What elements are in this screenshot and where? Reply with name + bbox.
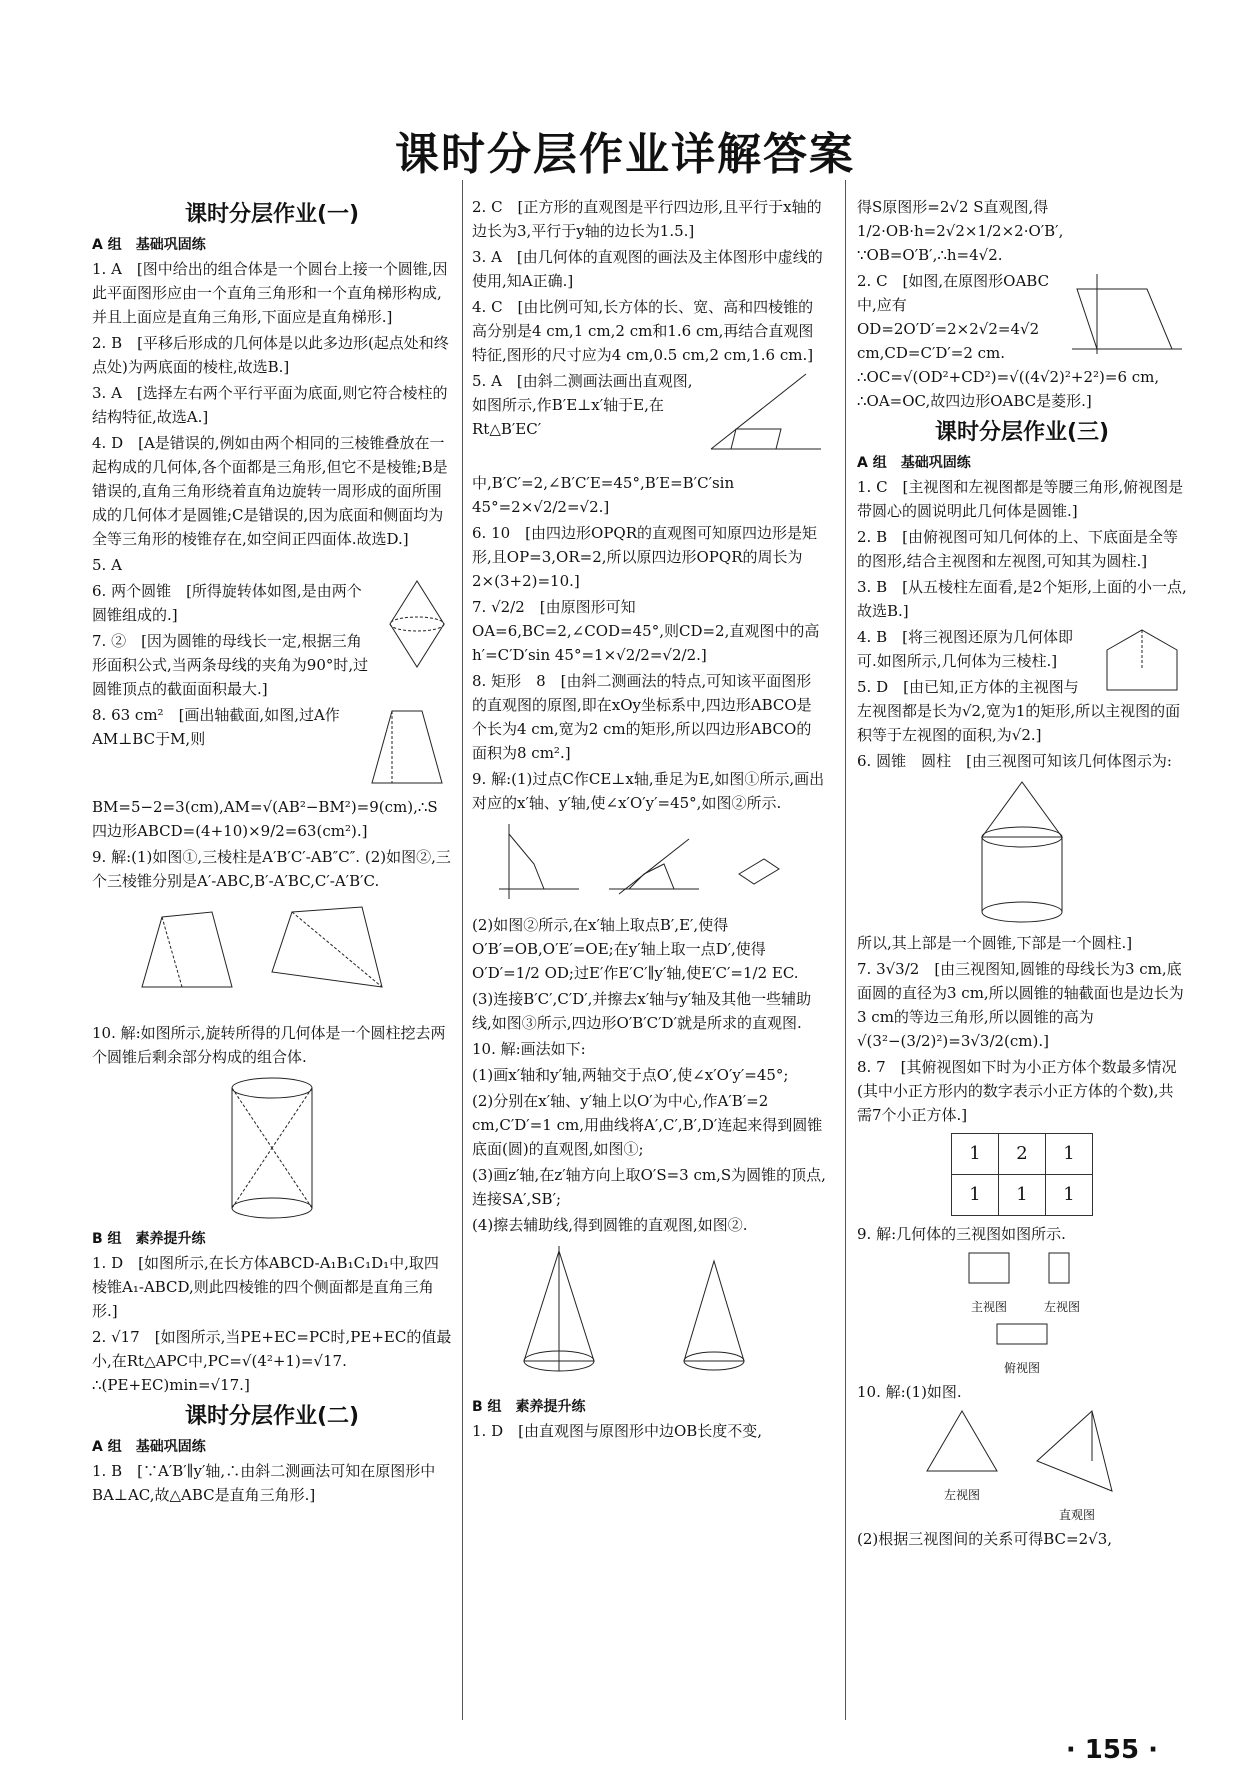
group-heading: B 组 素养提升练 bbox=[92, 1231, 206, 1247]
answer-item: 6. 两个圆锥 [所得旋转体如图,是由两个圆锥组成的.] bbox=[92, 582, 362, 624]
answer-item: (1)画x′轴和y′轴,两轴交于点O′,使∠x′O′y′=45°; bbox=[472, 1066, 789, 1084]
group-heading: A 组 基础巩固练 bbox=[92, 237, 206, 253]
answer-item: 3. B [从五棱柱左面看,是2个矩形,上面的小一点,故选B.] bbox=[857, 578, 1187, 620]
section-heading: 课时分层作业(一) bbox=[184, 202, 360, 227]
group-heading: A 组 基础巩固练 bbox=[857, 455, 971, 471]
answer-item: 3. A [由几何体的直观图的画法及主体图形中虚线的使用,知A正确.] bbox=[472, 248, 823, 290]
top-view-grid bbox=[951, 1133, 1093, 1216]
answer-item: 2. B [平移后形成的几何体是以此多边形(起点处和终点处)为两底面的棱柱,故选B.] bbox=[92, 334, 449, 376]
answer-item: (2)分别在x′轴、y′轴上以O′为中心,作A′B′=2 cm,C′D′=1 cm,用曲线将A′,C′,B′,D′连起来得到圆锥底面(圆)的直观图,如图①; bbox=[472, 1092, 823, 1158]
answer-item: 5. A bbox=[92, 556, 122, 574]
left-view-label: 左视图 bbox=[1043, 1300, 1080, 1314]
cone-cylinder-figure bbox=[962, 777, 1082, 927]
answer-item: 9. 解:(1)过点C作CE⊥x轴,垂足为E,如图①所示,画出对应的x′轴、y′轴,使∠x′O′y′=45°,如图②所示. bbox=[472, 770, 825, 812]
answer-item: (2)如图②所示,在x′轴上取点B′,E′,使得O′B′=OB,O′E′=OE;在y′轴上取一点D′,使得O′D′=1/2 OD;过E′作E′C′∥y′轴,使E′C′=1/2 EC. bbox=[472, 916, 799, 982]
answer-item: 10. 解:(1)如图. bbox=[857, 1383, 962, 1401]
three-step-figures bbox=[489, 819, 809, 909]
answer-item: 1. A [图中给出的组合体是一个圆台上接一个圆锥,因此平面图形应由一个直角三角形和一个直角梯形构成,并且上面应是直角三角形,下面应是直角梯形.] bbox=[92, 260, 448, 326]
top-view bbox=[857, 1319, 1187, 1380]
answer-item: 3. A [选择左右两个平行平面为底面,则它符合棱柱的结构特征,故选A.] bbox=[92, 384, 448, 426]
direct-view-label: 直观图 bbox=[1058, 1508, 1095, 1522]
answer-item: 8. 矩形 8 [由斜二测画法的特点,可知该平面图形的直观图的原图,即在xOy坐标系中,四边形ABCO是个长为4 cm,宽为2 cm的矩形,所以四边形ABCO的面积为8 cm².] bbox=[472, 672, 812, 762]
grid-cell: 1 bbox=[1046, 1175, 1093, 1216]
oblique-axis-figure bbox=[706, 369, 826, 469]
answer-item: 所以,其上部是一个圆锥,下部是一个圆柱.] bbox=[857, 934, 1133, 952]
rhombus-figure bbox=[1067, 269, 1187, 359]
cone-figures bbox=[499, 1241, 799, 1391]
trapezoid-figure bbox=[362, 703, 452, 793]
answer-item: (3)连接B′C′,C′D′,并擦去x′轴与y′轴及其他一些辅助线,如图③所示,四边形O′B′C′D′就是所求的直观图. bbox=[472, 990, 812, 1032]
double-cone-figure bbox=[382, 579, 452, 669]
answer-item: 7. ② [因为圆锥的母线长一定,根据三角形面积公式,当两条母线的夹角为90°时,过圆锥顶点的截面面积最大.] bbox=[92, 632, 369, 698]
page-number: · 155 · bbox=[1065, 1735, 1158, 1765]
answer-item: 得S原图形=2√2 S直观图,得1/2·OB·h=2√2×1/2×2·O′B′, ∵OB=O′B′,∴h=4√2. bbox=[857, 198, 1064, 264]
front-view-label: 主视图 bbox=[970, 1300, 1007, 1314]
column-divider bbox=[462, 180, 463, 1720]
section-heading: 课时分层作业(三) bbox=[934, 420, 1110, 445]
answer-item: 1. D [由直观图与原图形中边OB长度不变, bbox=[472, 1422, 763, 1440]
top-view-label: 俯视图 bbox=[1003, 1361, 1040, 1375]
direct-view-pyramid bbox=[1032, 1406, 1122, 1496]
grid-cell: 1 bbox=[1046, 1134, 1093, 1175]
prism-figures bbox=[122, 897, 422, 1017]
answer-item: 4. B [将三视图还原为几何体即可.如图所示,几何体为三棱柱.] bbox=[857, 628, 1073, 670]
column-3 bbox=[857, 195, 1187, 1553]
answer-item: 8. 63 cm² [画出轴截面,如图,过A作AM⊥BC于M,则BM=5−2=3(cm),AM=√(AB²−BM²)=9(cm),∴S四边形ABCD=(4+10)×9/2=63(cm²).] bbox=[92, 706, 438, 840]
column-divider bbox=[845, 180, 846, 1720]
left-view-figure bbox=[1044, 1248, 1074, 1288]
answer-item: 4. D [A是错误的,例如由两个相同的三棱锥叠放在一起构成的几何体,各个面都是三角形,但它不是棱锥;B是错误的,直角三角形绕着直角边旋转一周形成的面所围成的几何体才是圆锥;C是错误的,因为底面和侧面均为全等三角形的棱锥存在,如空间正四面体.故选D.] bbox=[92, 434, 448, 548]
pyramid-views bbox=[857, 1406, 1187, 1527]
three-views bbox=[857, 1248, 1187, 1319]
cylinder-figure bbox=[217, 1073, 327, 1223]
answer-item: 10. 解:画法如下: bbox=[472, 1040, 586, 1058]
answer-item: 2. C [如图,在原图形OABC中,应有OD=2O′D′=2×2√2=4√2 cm,CD=C′D′=2 cm. ∴OC=√(OD²+CD²)=√((4√2)²+2²)=6 cm, ∴OA=OC,故四边形OABC是菱形.] bbox=[857, 272, 1160, 410]
answer-item: 2. C [正方形的直观图是平行四边形,且平行于x轴的边长为3,平行于y轴的边长为1.5.] bbox=[472, 198, 822, 240]
page-title: 课时分层作业详解答案 bbox=[395, 129, 855, 180]
answer-item: 7. 3√3/2 [由三视图知,圆锥的母线长为3 cm,底面圆的直径为3 cm,所以圆锥的轴截面也是边长为3 cm的等边三角形,所以圆锥的高为√(3²−(3/2)²)=3√3/2(cm).] bbox=[857, 960, 1184, 1050]
answer-item: (2)根据三视图间的关系可得BC=2√3, bbox=[857, 1530, 1113, 1548]
column-1 bbox=[92, 195, 452, 1509]
answer-item: 1. B [∵A′B′∥y′轴,∴由斜二测画法可知在原图形中BA⊥AC,故△ABC是直角三角形.] bbox=[92, 1462, 436, 1504]
answer-item: 4. C [由比例可知,长方体的长、宽、高和四棱锥的高分别是4 cm,1 cm,2 cm和1.6 cm,再结合直观图特征,图形的尺寸应为4 cm,0.5 cm,2 cm,1.6 cm.] bbox=[472, 298, 814, 364]
answer-item: 5. D [由已知,正方体的主视图与左视图都是长为√2,宽为1的矩形,所以主视图的面积等于左视图的面积,为√2.] bbox=[857, 678, 1181, 744]
grid-cell: 1 bbox=[952, 1134, 999, 1175]
answer-item: 6. 10 [由四边形OPQR的直观图可知原四边形是矩形,且OP=3,OR=2,所以原四边形OPQR的周长为2×(3+2)=10.] bbox=[472, 524, 818, 590]
section-heading: 课时分层作业(二) bbox=[184, 1404, 360, 1429]
answer-item: 9. 解:(1)如图①,三棱柱是A′B′C′-AB″C″. (2)如图②,三个三棱锥分别是A′-ABC,B′-A′BC,C′-A′B′C. bbox=[92, 848, 451, 890]
answer-item: 9. 解:几何体的三视图如图所示. bbox=[857, 1225, 1066, 1243]
answer-item: 2. √17 [如图所示,当PE+EC=PC时,PE+EC的值最小,在Rt△APC中,PC=√(4²+1)=√17. ∴(PE+EC)min=√17.] bbox=[92, 1328, 452, 1394]
grid-cell: 1 bbox=[952, 1175, 999, 1216]
answer-item: 2. B [由俯视图可知几何体的上、下底面是全等的图形,结合主视图和左视图,可知其为圆柱.] bbox=[857, 528, 1178, 570]
group-heading: B 组 素养提升练 bbox=[472, 1399, 586, 1415]
left-view-triangle bbox=[922, 1406, 1002, 1476]
top-view-figure bbox=[992, 1319, 1052, 1349]
triangular-prism-figure bbox=[1097, 625, 1187, 695]
answer-item: 6. 圆锥 圆柱 [由三视图可知该几何体图示为: bbox=[857, 752, 1172, 770]
answer-item: 1. D [如图所示,在长方体ABCD-A₁B₁C₁D₁中,取四棱锥A₁-ABCD,则此四棱锥的四个侧面都是直角三角形.] bbox=[92, 1254, 439, 1320]
answer-item: 7. √2/2 [由原图形可知OA=6,BC=2,∠COD=45°,则CD=2,直观图中的高h′=C′D′sin 45°=1×√2/2=√2/2.] bbox=[472, 598, 820, 664]
answer-item: 10. 解:如图所示,旋转所得的几何体是一个圆柱挖去两个圆锥后剩余部分构成的组合体. bbox=[92, 1024, 446, 1066]
answer-item: (4)擦去辅助线,得到圆锥的直观图,如图②. bbox=[472, 1216, 748, 1234]
answer-item: 5. A [由斜二测画法画出直观图,如图所示,作B′E⊥x′轴于E,在Rt△B′EC′中,B′C′=2,∠B′C′E=45°,B′E=B′C′sin 45°=2×√2/2=√2.] bbox=[472, 372, 735, 516]
grid-cell: 1 bbox=[999, 1175, 1046, 1216]
grid-cell: 2 bbox=[999, 1134, 1046, 1175]
answer-item: 8. 7 [其俯视图如下时为小正方体个数最多情况(其中小正方形内的数字表示小正方体的个数),共需7个小正方体.] bbox=[857, 1058, 1177, 1124]
left-view-label-2: 左视图 bbox=[943, 1488, 980, 1502]
answer-item: 1. C [主视图和左视图都是等腰三角形,俯视图是带圆心的圆说明此几何体是圆锥.] bbox=[857, 478, 1184, 520]
front-view-figure bbox=[964, 1248, 1014, 1288]
answer-item: (3)画z′轴,在z′轴方向上取O′S=3 cm,S为圆锥的顶点,连接SA′,SB′; bbox=[472, 1166, 826, 1208]
column-2 bbox=[472, 195, 826, 1445]
group-heading: A 组 基础巩固练 bbox=[92, 1439, 206, 1455]
